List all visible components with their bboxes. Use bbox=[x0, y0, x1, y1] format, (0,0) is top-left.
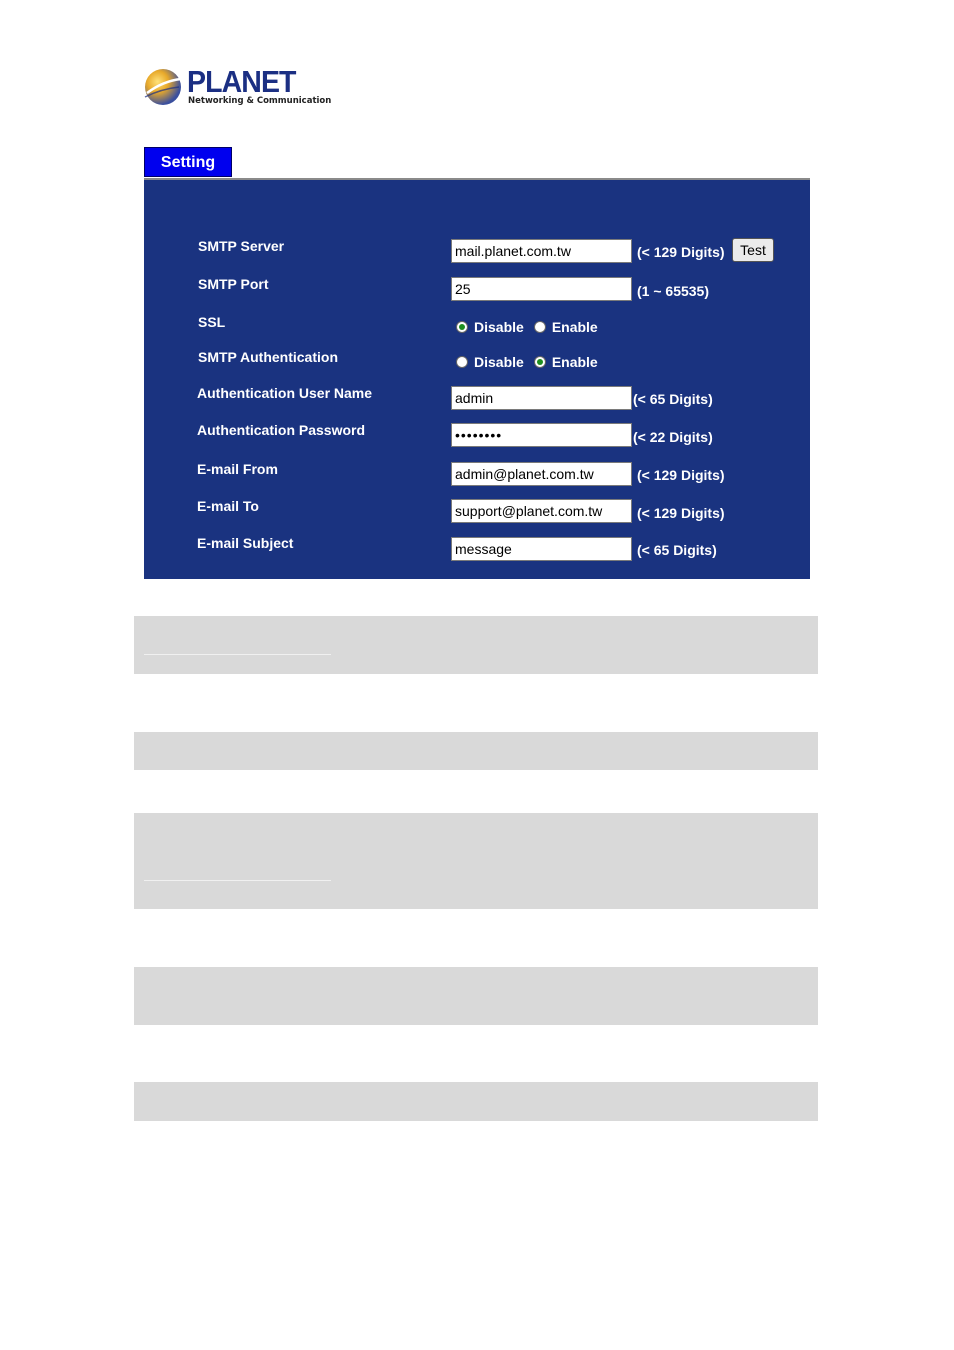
smtp-auth-radio-group bbox=[456, 354, 608, 370]
email-from-input[interactable]: admin@planet.com.tw bbox=[451, 462, 632, 486]
ssl-disable-radio[interactable] bbox=[456, 321, 468, 333]
smtp-auth-enable-label: Enable bbox=[551, 354, 598, 370]
test-button[interactable]: Test bbox=[732, 238, 774, 262]
smtp-auth-disable-label: Disable bbox=[474, 354, 524, 370]
description-row bbox=[134, 813, 818, 909]
ssl-enable-radio[interactable] bbox=[534, 321, 546, 333]
auth-user-hint: (< 65 Digits) bbox=[633, 391, 713, 407]
email-subject-input[interactable]: message bbox=[451, 537, 632, 561]
description-row bbox=[134, 732, 818, 770]
email-subject-hint: (< 65 Digits) bbox=[637, 542, 717, 558]
auth-user-label: Authentication User Name bbox=[197, 385, 373, 401]
ssl-label: SSL bbox=[198, 314, 226, 330]
globe-icon bbox=[143, 67, 183, 107]
smtp-port-label: SMTP Port bbox=[198, 276, 269, 292]
smtp-server-label: SMTP Server bbox=[198, 238, 285, 254]
smtp-port-hint: (1 ~ 65535) bbox=[637, 283, 709, 299]
email-to-input[interactable]: support@planet.com.tw bbox=[451, 499, 632, 523]
ssl-enable-label: Enable bbox=[551, 319, 598, 335]
brand-tagline: Networking & Communication bbox=[188, 96, 332, 106]
ssl-radio-group bbox=[456, 319, 608, 335]
smtp-auth-label: SMTP Authentication bbox=[198, 349, 338, 365]
ssl-disable-label: Disable bbox=[474, 319, 524, 335]
email-from-hint: (< 129 Digits) bbox=[637, 467, 725, 483]
smtp-port-input[interactable]: 25 bbox=[451, 277, 632, 301]
email-from-label: E-mail From bbox=[197, 461, 278, 477]
auth-user-input[interactable]: admin bbox=[451, 386, 632, 410]
auth-pass-label: Authentication Password bbox=[197, 422, 366, 438]
smtp-server-hint: (< 129 Digits) bbox=[637, 244, 725, 260]
description-row bbox=[134, 1082, 818, 1121]
row-divider bbox=[144, 654, 331, 655]
auth-pass-input[interactable]: •••••••• bbox=[451, 423, 632, 447]
smtp-server-input[interactable]: mail.planet.com.tw bbox=[451, 239, 632, 263]
description-row bbox=[134, 967, 818, 1025]
email-subject-label: E-mail Subject bbox=[197, 535, 294, 551]
row-divider bbox=[144, 880, 331, 881]
smtp-auth-disable-radio[interactable] bbox=[456, 356, 468, 368]
tab-setting[interactable]: Setting bbox=[144, 147, 232, 177]
email-to-hint: (< 129 Digits) bbox=[637, 505, 725, 521]
description-row bbox=[134, 616, 818, 674]
auth-pass-hint: (< 22 Digits) bbox=[633, 429, 713, 445]
planet-logo bbox=[143, 64, 332, 108]
smtp-auth-enable-radio[interactable] bbox=[534, 356, 546, 368]
brand-name: PLANET bbox=[187, 64, 296, 99]
email-to-label: E-mail To bbox=[197, 498, 259, 514]
smtp-settings-panel bbox=[144, 180, 810, 579]
